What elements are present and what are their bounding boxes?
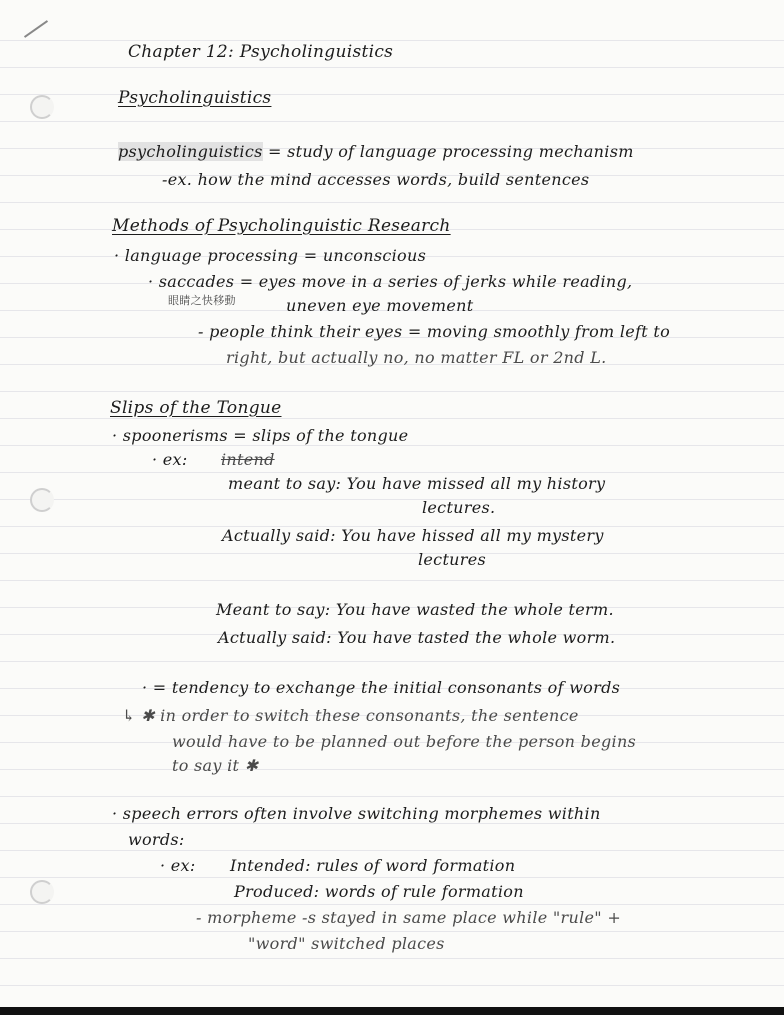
section-heading-methods: Methods of Psycholinguistic Research — [112, 216, 451, 236]
pen-mark — [24, 20, 48, 38]
note-line: · language processing = unconscious — [114, 246, 427, 265]
note-line: uneven eye movement — [286, 296, 474, 315]
example-label — [152, 450, 275, 469]
note-line: · spoonerisms = slips of the tongue — [112, 426, 409, 445]
example-line: lectures. — [422, 498, 496, 517]
definition-text: = study of language processing mechanism — [262, 142, 634, 161]
binder-hole — [30, 95, 54, 119]
example-line: lectures — [418, 550, 487, 569]
example-line: Actually said: You have tasted the whole worm. — [218, 628, 616, 647]
note-line: - morpheme -s stayed in same place while "rule" + — [196, 908, 622, 927]
example-line: meant to say: You have missed all my history — [228, 474, 606, 493]
note-line: words: — [128, 830, 185, 849]
crossed-out-word: intend — [220, 450, 275, 469]
example-prefix: · ex: — [152, 450, 188, 469]
example-line: Actually said: You have hissed all my mystery — [222, 526, 604, 545]
definition-line — [118, 142, 634, 161]
chapter-title: Chapter 12: Psycholinguistics — [128, 42, 394, 62]
section-heading-psycholinguistics: Psycholinguistics — [118, 88, 272, 108]
note-line: ↳ ✱ in order to switch these consonants, the sentence — [122, 706, 579, 725]
section-heading-slips: Slips of the Tongue — [110, 398, 282, 418]
definition-example: -ex. how the mind accesses words, build sentences — [162, 170, 590, 189]
note-line: · = tendency to exchange the initial consonants of words — [142, 678, 621, 697]
note-line: to say it ✱ — [172, 756, 259, 775]
binder-hole — [30, 880, 54, 904]
note-line: right, but actually no, no matter FL or 2nd L. — [226, 348, 607, 367]
note-line: - people think their eyes = moving smoothly from left to — [198, 322, 671, 341]
example-line: Intended: rules of word formation — [230, 856, 516, 875]
example-line: Produced: words of rule formation — [234, 882, 524, 901]
note-line: · saccades = eyes move in a series of jerks while reading, — [148, 272, 633, 291]
note-line: · speech errors often involve switching morphemes within — [112, 804, 601, 823]
note-line: would have to be planned out before the person begins — [172, 732, 637, 751]
highlighted-term: psycholinguistics — [118, 142, 263, 161]
chinese-annotation: 眼睛之快移動 — [168, 294, 236, 307]
page-bottom-edge — [0, 1007, 784, 1015]
example-line: Meant to say: You have wasted the whole term. — [216, 600, 614, 619]
binder-hole — [30, 488, 54, 512]
example-prefix: · ex: — [160, 856, 196, 875]
note-line: "word" switched places — [248, 934, 445, 953]
